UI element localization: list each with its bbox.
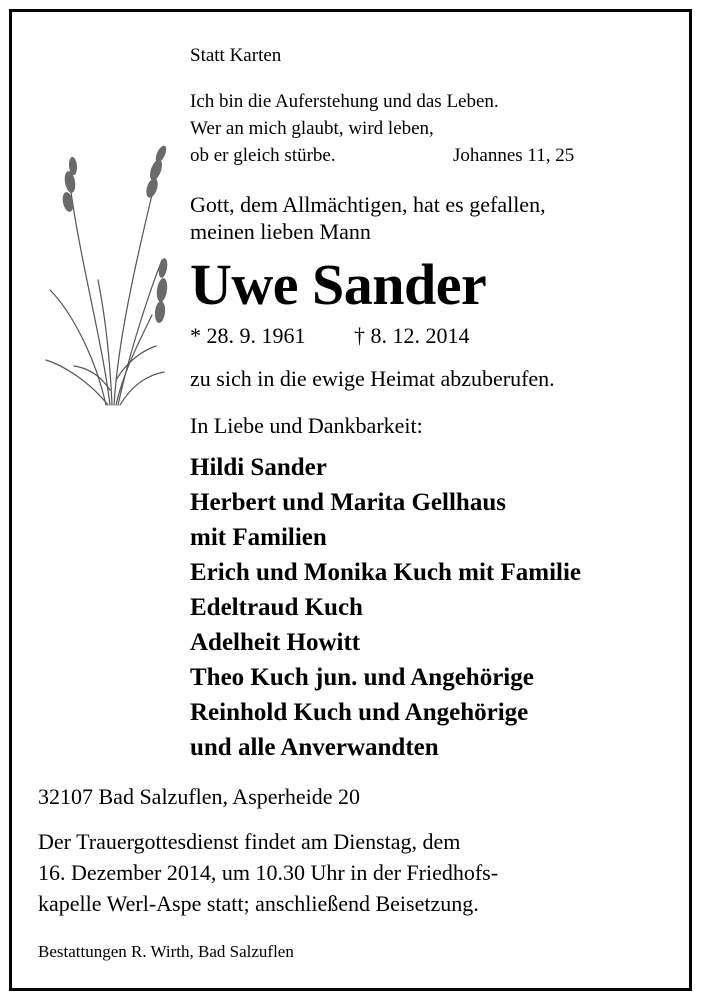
mourner-line: Herbert und Marita Gellhaus bbox=[190, 489, 506, 516]
verse-line-2: Wer an mich glaubt, wird leben, bbox=[190, 118, 434, 139]
address-text: 32107 Bad Salzuflen, Asperheide 20 bbox=[38, 784, 360, 809]
intro-line-1: Gott, dem Allmächtigen, hat es gefallen, bbox=[190, 192, 546, 217]
service-line-2: 16. Dezember 2014, um 10.30 Uhr in der Friedhofs- bbox=[38, 860, 499, 885]
mourner-line: Hildi Sander bbox=[190, 454, 327, 481]
birth-date: * 28. 9. 1961 bbox=[190, 323, 306, 348]
verse-reference: Johannes 11, 25 bbox=[453, 145, 575, 166]
intro-line-2: meinen lieben Mann bbox=[190, 219, 371, 244]
service-line-1: Der Trauergottesdienst findet am Dienstag, dem bbox=[38, 829, 461, 854]
deceased-name: Uwe Sander bbox=[190, 252, 487, 317]
verse-line-1: Ich bin die Auferstehung und das Leben. bbox=[190, 91, 499, 112]
wheat-stalks-icon bbox=[40, 140, 170, 410]
mourner-line: Edeltraud Kuch bbox=[190, 594, 363, 621]
mourner-line: und alle Anverwandten bbox=[190, 734, 439, 761]
mourner-line: mit Familien bbox=[190, 524, 327, 551]
funeral-home-text: Bestattungen R. Wirth, Bad Salzuflen bbox=[38, 942, 294, 961]
mourner-line: Reinhold Kuch und Angehörige bbox=[190, 699, 529, 726]
header-text: Statt Karten bbox=[190, 45, 282, 66]
mourner-line: Erich und Monika Kuch mit Familie bbox=[190, 559, 582, 586]
death-date: † 8. 12. 2014 bbox=[354, 323, 470, 348]
closing-text: In Liebe und Dankbarkeit: bbox=[190, 413, 423, 438]
mourner-line: Adelheit Howitt bbox=[190, 629, 361, 656]
verse-line-3: ob er gleich stürbe. bbox=[190, 145, 336, 166]
service-line-3: kapelle Werl-Aspe statt; anschließend Beisetzung. bbox=[38, 891, 479, 916]
outro-text: zu sich in die ewige Heimat abzuberufen. bbox=[190, 366, 555, 391]
mourner-line: Theo Kuch jun. und Angehörige bbox=[190, 664, 534, 691]
